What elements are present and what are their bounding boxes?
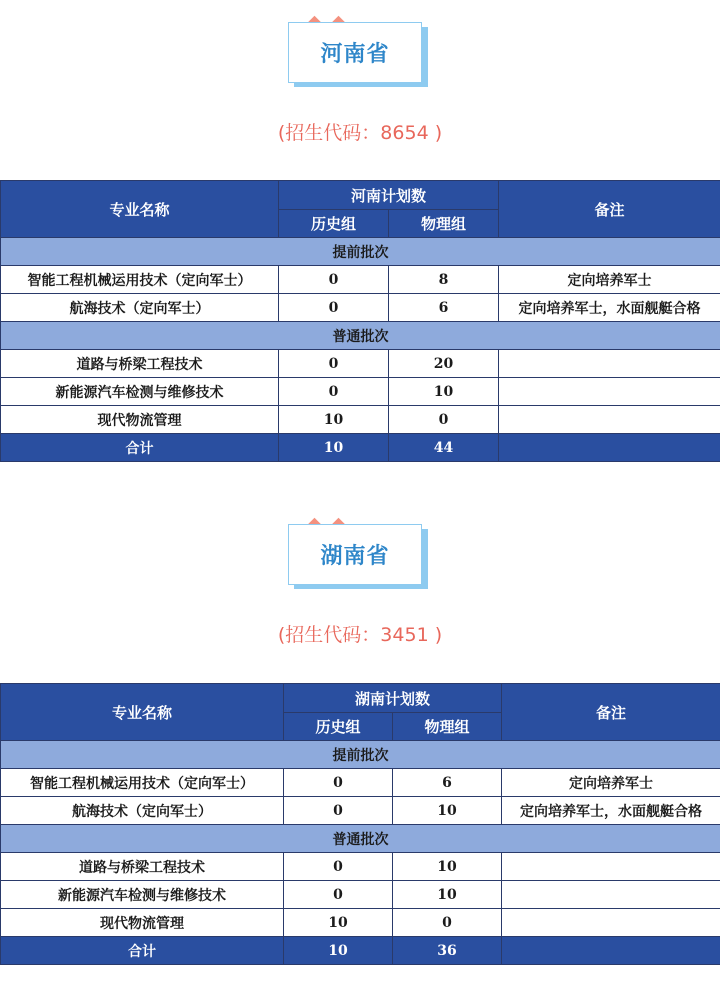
cell-note [502, 881, 720, 909]
cell-history: 0 [279, 266, 389, 294]
cell-major: 智能工程机械运用技术（定向军士） [1, 769, 284, 797]
cell-history: 0 [279, 378, 389, 406]
header-physics: 物理组 [389, 210, 499, 238]
total-note [502, 937, 720, 965]
total-row [1, 937, 720, 965]
table-row [1, 266, 720, 294]
cell-physics: 10 [389, 378, 499, 406]
cell-physics: 10 [393, 881, 502, 909]
cell-history: 10 [279, 406, 389, 434]
province-badge [288, 520, 428, 592]
table-row [1, 853, 720, 881]
cell-physics: 6 [389, 294, 499, 322]
cell-physics: 10 [393, 797, 502, 825]
province-section-henan [0, 0, 720, 470]
batch-regular-label: 普通批次 [1, 322, 720, 350]
total-note [499, 434, 720, 462]
province-title: 河南省 [320, 42, 390, 67]
cell-major: 航海技术（定向军士） [1, 797, 284, 825]
cell-major: 智能工程机械运用技术（定向军士） [1, 266, 279, 294]
cell-note: 定向培养军士 [502, 769, 720, 797]
total-label: 合计 [1, 434, 279, 462]
cell-history: 0 [284, 769, 393, 797]
province-title: 湖南省 [320, 544, 390, 569]
table-row [1, 909, 720, 937]
cell-major: 新能源汽车检测与维修技术 [1, 378, 279, 406]
cell-note [499, 350, 720, 378]
header-plan: 河南计划数 [279, 181, 499, 210]
cell-major: 现代物流管理 [1, 406, 279, 434]
header-note: 备注 [499, 181, 720, 238]
table-row [1, 350, 720, 378]
cell-history: 10 [284, 909, 393, 937]
enrollment-code: (招生代码：8654 ) [277, 122, 443, 144]
cell-physics: 0 [389, 406, 499, 434]
total-history: 10 [279, 434, 389, 462]
cell-history: 0 [284, 853, 393, 881]
header-history: 历史组 [279, 210, 389, 238]
table-row [1, 406, 720, 434]
header-note: 备注 [502, 684, 720, 741]
batch-early-label: 提前批次 [1, 741, 720, 769]
province-badge [288, 18, 428, 90]
total-physics: 36 [393, 937, 502, 965]
cell-physics: 6 [393, 769, 502, 797]
table-row [1, 769, 720, 797]
cell-physics: 20 [389, 350, 499, 378]
cell-note [502, 909, 720, 937]
cell-note: 定向培养军士，水面舰艇合格 [502, 797, 720, 825]
table-row [1, 881, 720, 909]
header-major: 专业名称 [1, 181, 279, 238]
province-section-hunan [0, 502, 720, 972]
cell-note [499, 378, 720, 406]
badge-box [288, 524, 422, 585]
cell-history: 0 [279, 350, 389, 378]
cell-major: 新能源汽车检测与维修技术 [1, 881, 284, 909]
header-history: 历史组 [284, 713, 393, 741]
cell-note [499, 406, 720, 434]
cell-physics: 10 [393, 853, 502, 881]
cell-major: 道路与桥梁工程技术 [1, 350, 279, 378]
batch-early-label: 提前批次 [1, 238, 720, 266]
header-plan: 湖南计划数 [284, 684, 502, 713]
total-history: 10 [284, 937, 393, 965]
total-physics: 44 [389, 434, 499, 462]
plan-table [0, 180, 720, 462]
batch-regular-label: 普通批次 [1, 825, 720, 853]
enrollment-code: (招生代码：3451 ) [277, 624, 443, 646]
cell-major: 现代物流管理 [1, 909, 284, 937]
cell-note [502, 853, 720, 881]
table-row [1, 294, 720, 322]
cell-note: 定向培养军士 [499, 266, 720, 294]
total-label: 合计 [1, 937, 284, 965]
plan-table [0, 683, 720, 965]
cell-history: 0 [279, 294, 389, 322]
cell-history: 0 [284, 797, 393, 825]
cell-note: 定向培养军士，水面舰艇合格 [499, 294, 720, 322]
header-major: 专业名称 [1, 684, 284, 741]
table-row [1, 797, 720, 825]
header-physics: 物理组 [393, 713, 502, 741]
total-row [1, 434, 720, 462]
cell-major: 航海技术（定向军士） [1, 294, 279, 322]
cell-major: 道路与桥梁工程技术 [1, 853, 284, 881]
cell-physics: 0 [393, 909, 502, 937]
table-row [1, 378, 720, 406]
cell-history: 0 [284, 881, 393, 909]
cell-physics: 8 [389, 266, 499, 294]
badge-box [288, 22, 422, 83]
